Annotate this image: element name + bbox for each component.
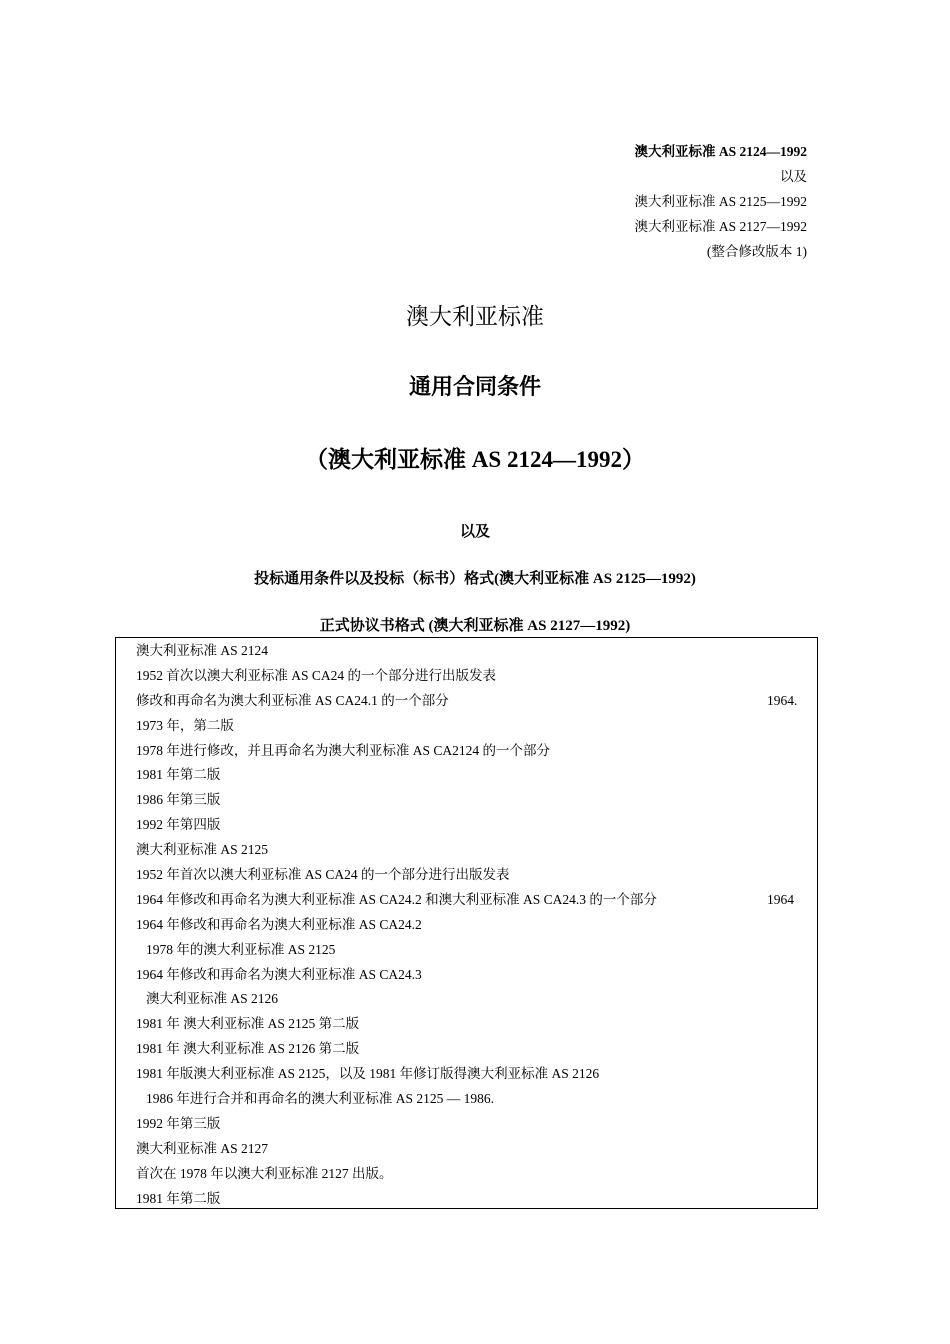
reference-line-amendment: (整合修改版本 1) [706,244,807,259]
history-text: 1981 年 澳大利亚标准 AS 2125 第二版 [136,1016,360,1032]
history-text: 1986 年进行合并和再命名的澳大利亚标准 AS 2125 — 1986. [146,1091,495,1107]
history-text: 1992 年第四版 [136,817,221,833]
and-heading: 以及 [459,524,490,540]
history-text: 1964 年修改和再命名为澳大利亚标准 AS CA24.2 [136,916,422,932]
history-line [116,763,817,788]
history-text: 首次在 1978 年以澳大利亚标准 2127 出版。 [136,1165,393,1181]
history-text: 1986 年第三版 [136,792,221,808]
publication-history-box [115,637,818,1209]
reference-line-and: 以及 [780,169,807,184]
history-line [116,1062,817,1087]
reference-line-as2127: 澳大利亚标准 AS 2127—1992 [634,219,807,234]
history-line [116,813,817,838]
tender-conditions-heading: 投标通用条件以及投标（标书）格式(澳大利亚标准 AS 2125—1992) [254,571,696,587]
history-text: 澳大利亚标准 AS 2124 [136,643,269,658]
page-title: 通用合同条件 [408,374,541,399]
history-line [116,1162,817,1187]
history-line [116,714,817,739]
history-line [116,1087,817,1112]
formal-agreement-heading: 正式协议书格式 (澳大利亚标准 AS 2127—1992) [319,618,631,634]
history-text: 修改和再命名为澳大利亚标准 AS CA24.1 的一个部分 [136,692,449,708]
history-year: 1964 [767,891,794,907]
history-line [116,1012,817,1037]
history-text: 1981 年第二版 [136,767,221,783]
history-line [116,1037,817,1062]
history-text: 1981 年 澳大利亚标准 AS 2126 第二版 [136,1041,360,1057]
history-text: 1981 年版澳大利亚标准 AS 2125，以及 1981 年修订版得澳大利亚标准 AS 2126 [136,1066,600,1082]
history-text: 1952 年首次以澳大利亚标准 AS CA24 的一个部分进行出版发表 [136,867,510,883]
history-line [116,913,817,938]
reference-line-as2124: 澳大利亚标准 AS 2124—1992 [634,144,807,159]
history-text: 澳大利亚标准 AS 2125 [136,842,269,858]
history-line [116,888,817,913]
history-line [116,987,817,1012]
history-line [116,639,817,664]
history-text: 1978 年的澳大利亚标准 AS 2125 [146,941,336,957]
history-line [116,1187,817,1212]
reference-line-as2125: 澳大利亚标准 AS 2125—1992 [634,194,807,209]
standard-label: 澳大利亚标准 [406,304,544,329]
history-text: 澳大利亚标准 AS 2127 [136,1140,269,1156]
history-line [116,938,817,963]
history-text: 1981 年第二版 [136,1190,221,1206]
history-line [116,689,817,714]
history-line [116,963,817,988]
history-line [116,863,817,888]
history-text: 1952 首次以澳大利亚标准 AS CA24 的一个部分进行出版发表 [136,667,497,683]
history-text: 1964 年修改和再命名为澳大利亚标准 AS CA24.2 和澳大利亚标准 AS CA24.3 的一个部分 [136,891,657,907]
history-line [116,739,817,764]
history-line [116,838,817,863]
history-text: 1964 年修改和再命名为澳大利亚标准 AS CA24.3 [136,966,422,982]
history-line [116,1137,817,1162]
standards-reference-block [634,139,807,264]
history-text: 1978 年进行修改，并且再命名为澳大利亚标准 AS CA2124 的一个部分 [136,742,551,758]
history-line [116,788,817,813]
history-line [116,1112,817,1137]
standard-code-heading: （澳大利亚标准 AS 2124—1992） [305,447,645,472]
history-line [116,664,817,689]
history-text: 1973 年，第二版 [136,717,234,733]
history-text: 1992 年第三版 [136,1115,221,1131]
history-text: 澳大利亚标准 AS 2126 [146,991,279,1007]
history-year: 1964. [767,692,798,708]
